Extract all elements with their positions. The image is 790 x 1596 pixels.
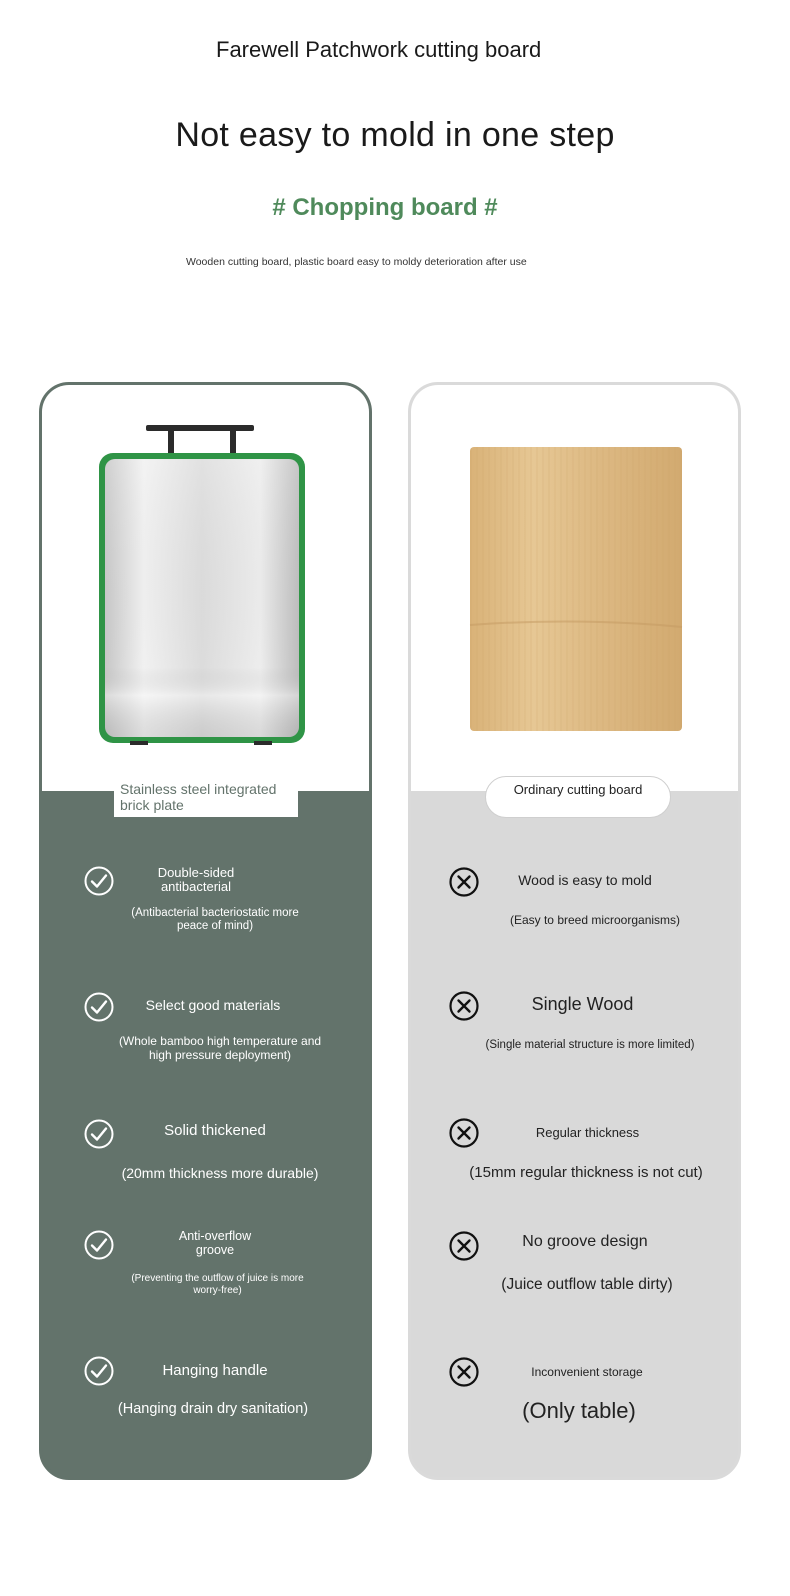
feature-title: Hanging handle: [162, 1362, 268, 1379]
feature-title: Inconvenient storage: [531, 1365, 643, 1379]
feature-title: Solid thickened: [164, 1122, 266, 1139]
feature-detail: (Single material structure is more limited): [485, 1039, 695, 1051]
wood-board-label: Ordinary cutting board: [485, 776, 671, 818]
feature-detail: (15mm regular thickness is not cut): [469, 1164, 703, 1181]
section-title: # Chopping board #: [272, 194, 498, 221]
feature-title: Anti-overflow groove: [178, 1229, 252, 1257]
feature-detail: (Whole bamboo high temperature and high pressure deployment): [118, 1034, 322, 1062]
feature-detail: (Antibacterial bacteriostatic more peace of mind): [131, 907, 299, 932]
feature-title: Select good materials: [145, 997, 281, 1013]
wooden-board-image: [469, 445, 685, 735]
stainless-steel-board-image: [98, 425, 308, 747]
intro-title: Farewell Patchwork cutting board: [216, 37, 542, 62]
feature-detail: (Preventing the outflow of juice is more worry-free): [131, 1273, 304, 1296]
feature-title: Wood is easy to mold: [518, 872, 652, 888]
feature-title: Regular thickness: [535, 1125, 640, 1140]
feature-detail: (Easy to breed microorganisms): [509, 913, 681, 927]
wood-board-panel: [408, 382, 741, 1480]
headline: Not easy to mold in one step: [175, 116, 615, 154]
feature-detail: (20mm thickness more durable): [121, 1165, 319, 1181]
feature-title: No groove design: [522, 1233, 648, 1250]
steel-board-panel: [39, 382, 372, 1480]
feature-detail: (Only table): [522, 1398, 636, 1423]
feature-detail: (Juice outflow table dirty): [501, 1276, 673, 1293]
feature-title: Double-sided antibacterial: [157, 865, 235, 894]
feature-title: Single Wood: [531, 994, 634, 1014]
feature-detail: (Hanging drain dry sanitation): [117, 1401, 309, 1417]
steel-board-label: Stainless steel integrated brick plate: [114, 777, 298, 817]
sub-note: Wooden cutting board, plastic board easy to moldy deterioration after use: [186, 256, 527, 268]
